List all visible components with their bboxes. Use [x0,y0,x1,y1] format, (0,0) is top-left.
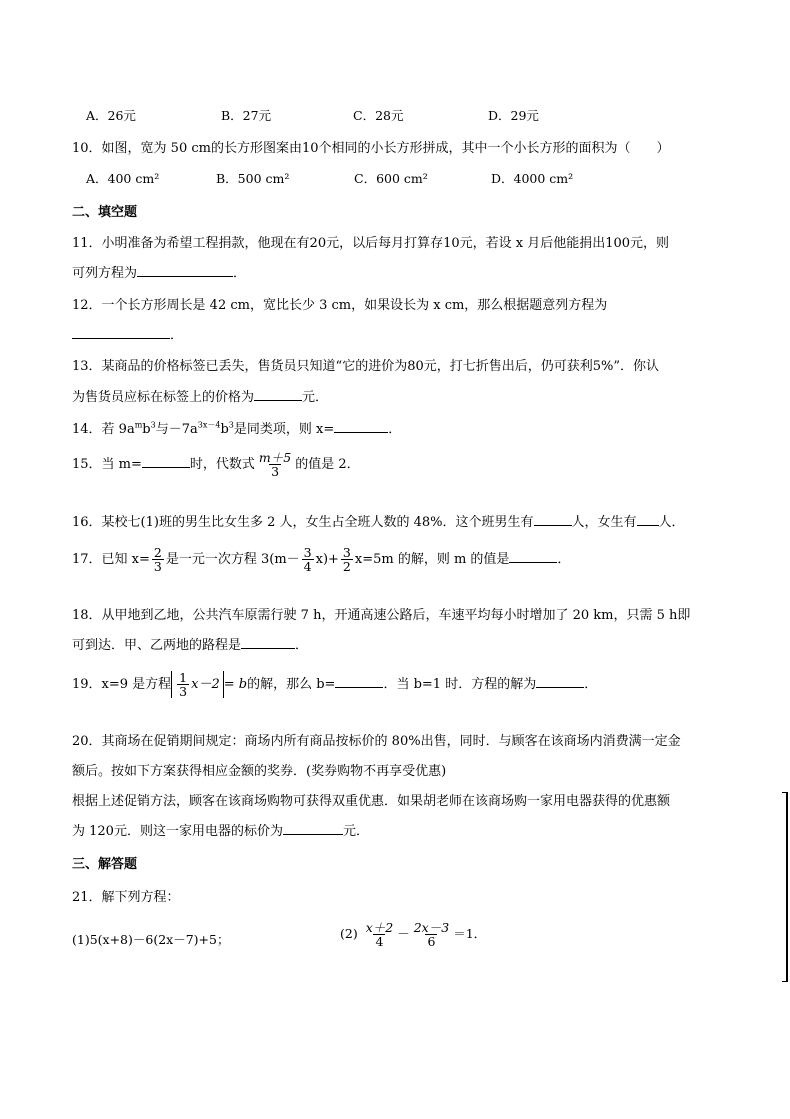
q21-part1: (1)5(x+8)－6(2x－7)+5； [72,932,230,947]
q9-option-b: B．27元 [221,108,272,123]
page-edge-tick-top [782,792,788,793]
q18-answer-blank[interactable] [241,636,295,649]
q17-question: 17．已知 x= $\frac{2}{3}$ 是一元一次方程 3(m－ $\frac{3}{4}$ x)+ $\frac{3}{2}$ x=5m 的解，则 m 的值是 ． [72,545,571,575]
q11-line1: 11．小明准备为希望工程捐款，他现在有20元，以后每月打算存10元，若设 x 月后他能捐出100元，则 [72,236,670,251]
q10-option-a: A．400 cm² [86,171,160,186]
q18-line2: 可到达．甲、乙两地的路程是 ． [72,638,309,653]
q14-answer-blank[interactable] [334,420,388,433]
q17-fraction-3: $\frac{3}{2}$ [342,545,351,575]
page-edge-mark [786,792,788,982]
q21-title: 21．解下列方程： [72,890,180,905]
q16-girls-blank[interactable] [637,513,659,526]
q21-fraction-2: $\frac{2x-3}{6}$ [413,920,450,950]
q15-question: 15．当 m= 时，代数式 $\frac{m+5}{3}$ 的值是 2． [72,450,360,480]
q20-line1: 20．其商场在促销期间规定：商场内所有商品按标价的 80%出售，同时．与顾客在该商场内消费满一定金 [72,734,681,749]
q9-option-d: D．29元 [488,108,539,123]
section-solve-title: 三、解答题 [72,857,138,872]
q10-question: 10．如图，宽为 50 cm的长方形图案由10个相同的小长方形拼成，其中一个小长方形的面积为（ ） [72,141,670,156]
section-fill-in-title: 二、填空题 [72,205,138,220]
q20-line2: 额后。按如下方案获得相应金额的奖券．(奖券购物不再享受优惠) [72,764,447,779]
q13-line1: 13．某商品的价格标签已丢失，售货员只知道“它的进价为80元，打七折售出后，仍可获利5%”．你认 [72,359,660,374]
q18-line1: 18．从甲地到乙地，公共汽车原需行驶 7 h，开通高速公路后，车速平均每小时增加了 20 km，只需 5 h即 [72,608,691,623]
q15-fraction: $\frac{m+5}{3}$ [258,450,292,480]
page-edge-tick-bottom [782,981,788,982]
q17-fraction-1: $\frac{2}{3}$ [153,545,162,575]
q16-boys-blank[interactable] [534,513,572,526]
q21-part2: (2) $\frac{x+2}{4}$ － $\frac{2x-3}{6}$ ＝1． [340,920,487,950]
q13-line2: 为售货员应标在标签上的价格为 元． [72,390,329,405]
q9-option-c: C．28元 [353,108,404,123]
q17-fraction-2: $\frac{3}{4}$ [303,545,312,575]
q10-option-b: B．500 cm² [216,171,290,186]
q11-answer-blank[interactable] [137,264,233,277]
q20-answer-blank[interactable] [283,822,343,835]
q17-answer-blank[interactable] [509,550,557,563]
q19-solution-blank[interactable] [536,675,584,688]
q19-absolute-value: $\frac{1}{3}$ x－2 [171,671,224,698]
q13-answer-blank[interactable] [254,388,302,401]
q16-question: 16．某校七(1)班的男生比女生多 2 人，女生占全班人数的 48%．这个班男生有 人，女生有 人． [72,515,685,530]
q12-answer-blank[interactable] [72,326,170,339]
q11-line2: 可列方程为 ． [72,266,247,281]
q19-question: 19．x=9 是方程 $\frac{1}{3}$ x－2 = b的解，那么 b= ．当 b=1 时．方程的解为 ． [72,670,598,700]
q19-b-blank[interactable] [335,675,383,688]
q20-line3: 根据上述促销方法，顾客在该商场购物可获得双重优惠．如果胡老师在该商场购一家用电器获得的优惠额 [72,794,671,809]
q21-fraction-1: $\frac{x+2}{4}$ [365,920,394,950]
q10-option-c: C．600 cm² [354,171,428,186]
q15-answer-blank[interactable] [142,455,190,468]
q9-option-a: A．26元 [86,108,136,123]
q14-question: 14．若 $9a^mb^3$与$-7a^{3x-4}b^3$是同类项，则 x= ． [72,420,402,437]
q12-line1: 12．一个长方形周长是 42 cm，宽比长少 3 cm，如果设长为 x cm，那么根据题意列方程为 [72,298,608,313]
q20-line4: 为 120元．则这一家用电器的标价为 元． [72,824,369,839]
q10-option-d: D．4000 cm² [491,171,574,186]
q12-line2: ． [72,324,183,343]
